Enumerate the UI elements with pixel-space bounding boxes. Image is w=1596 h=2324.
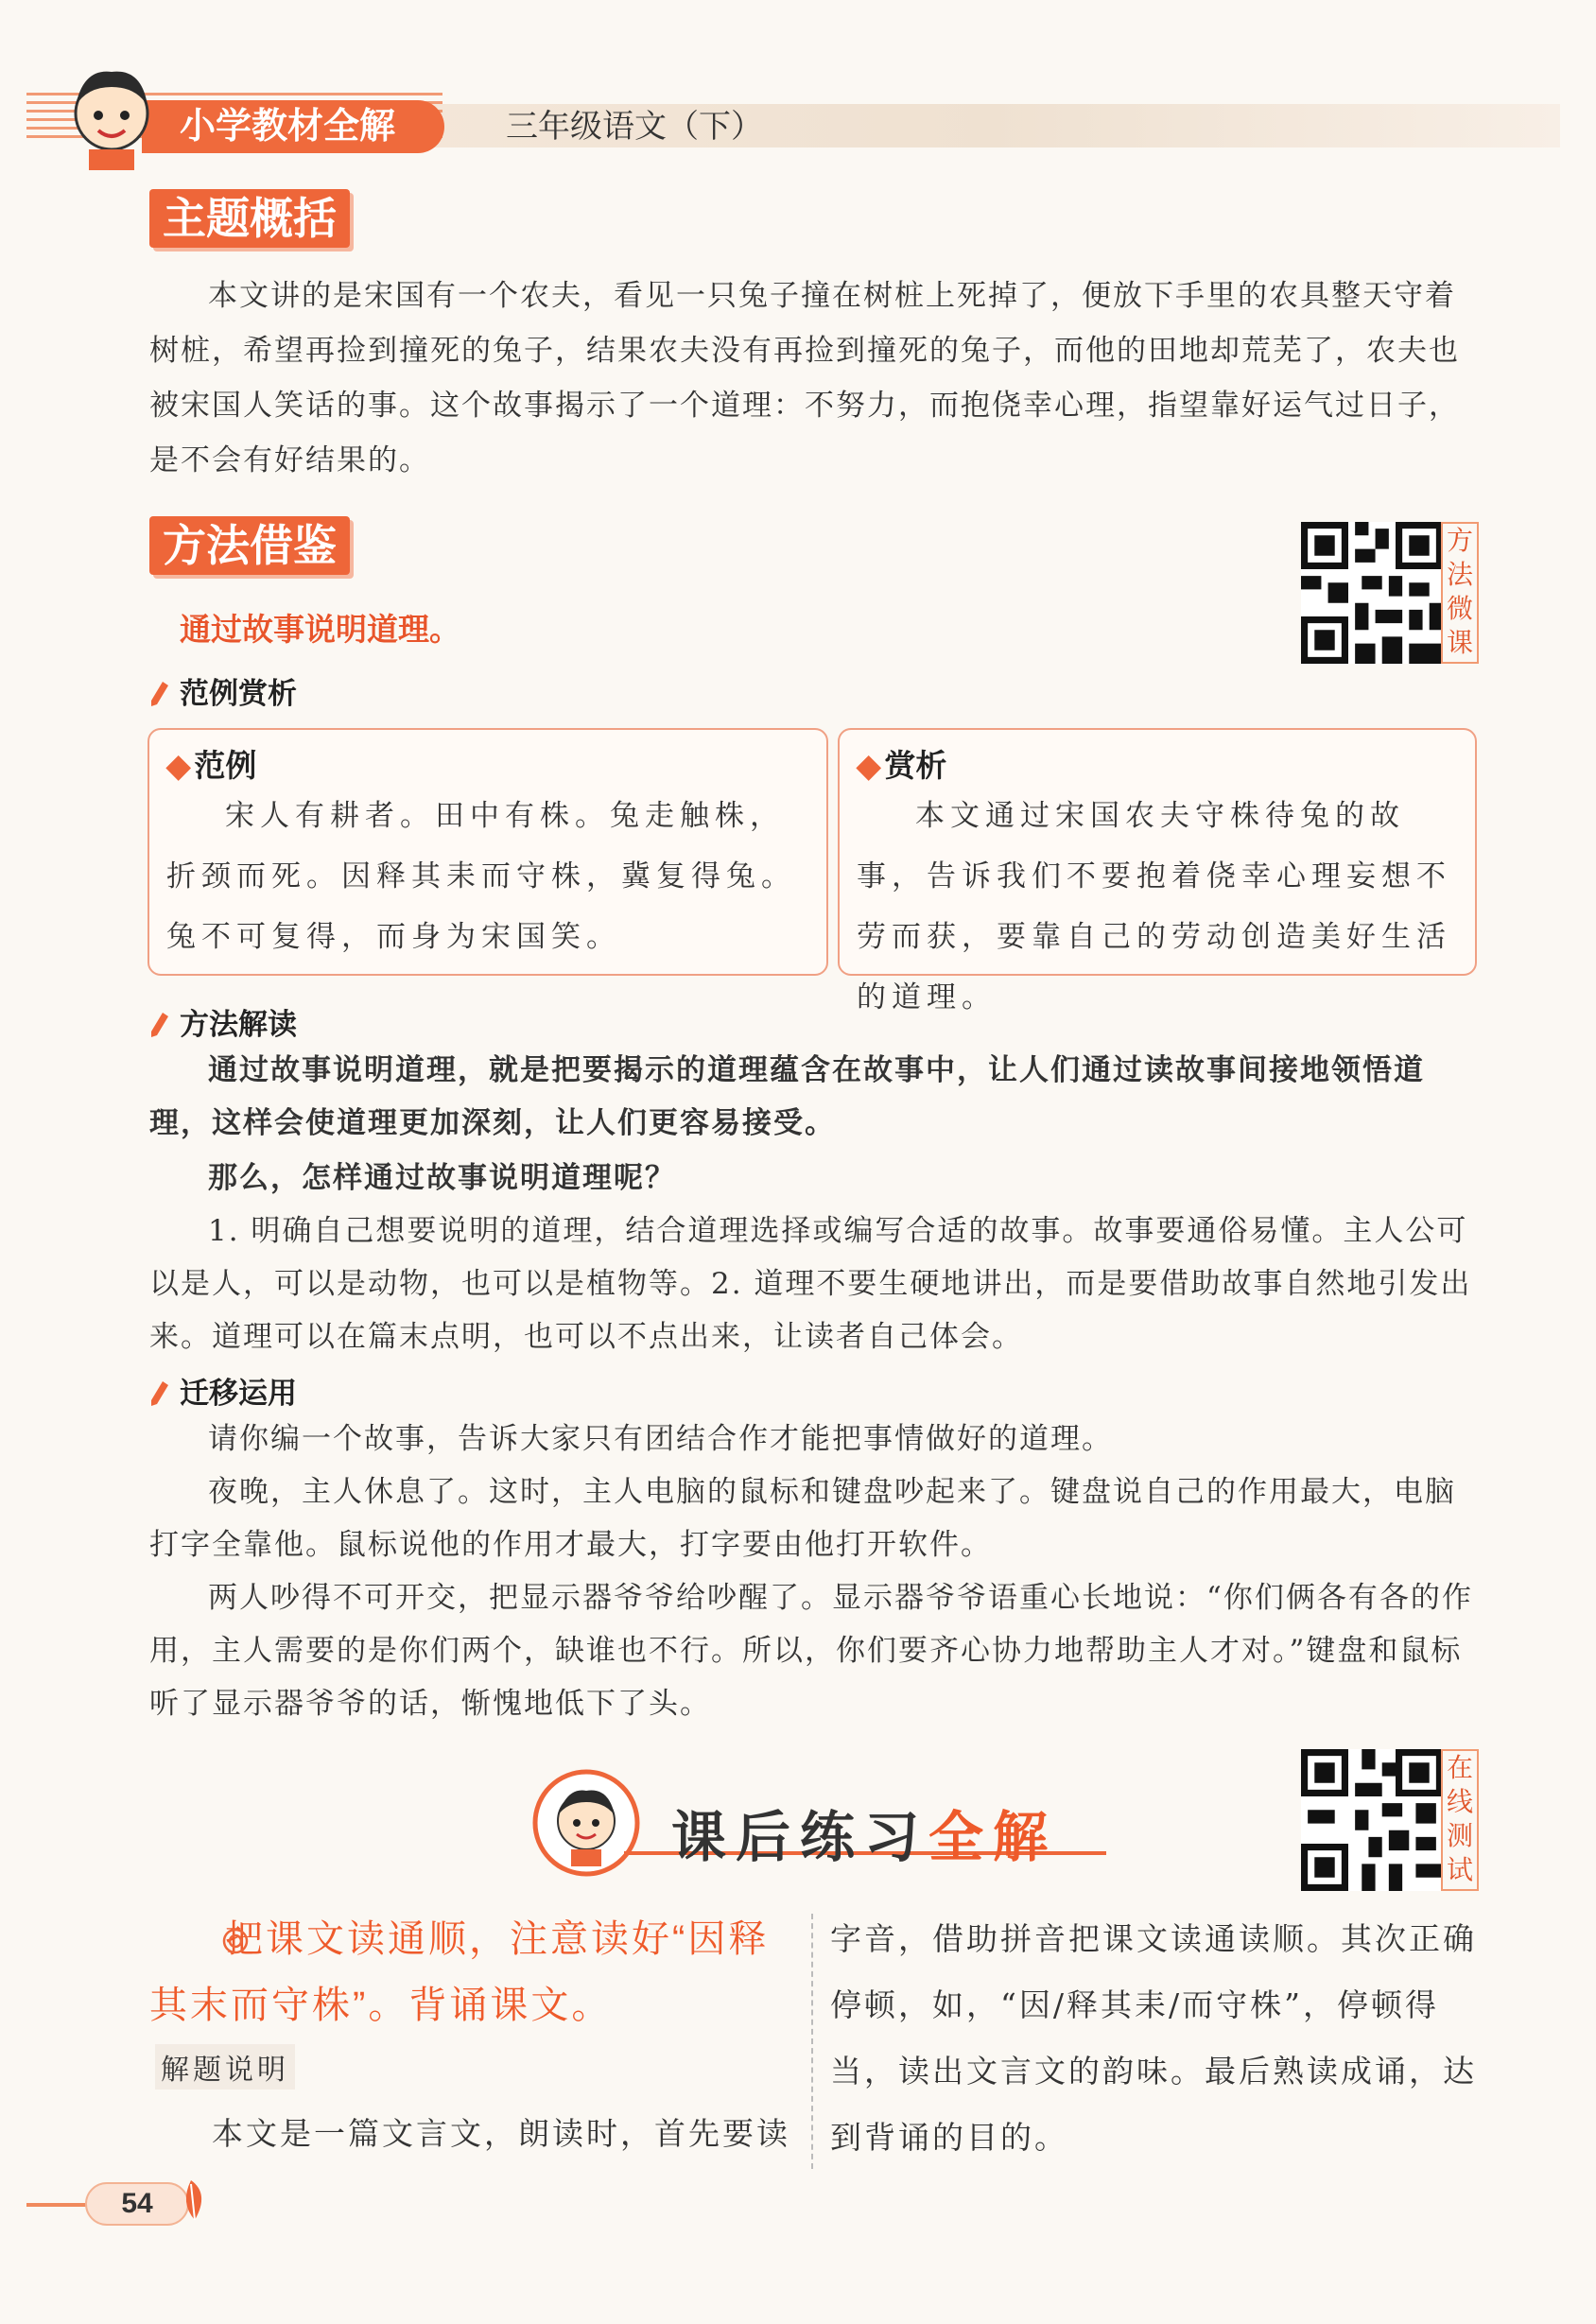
transfer-story-1: 夜晚，主人休息了。这时，主人电脑的鼠标和键盘吵起来了。键盘说自己的作用最大，电脑打字全靠他。鼠标说他的作用才最大，打字要由他打开软件。 (149, 1475, 1456, 1562)
pencil-icon (149, 1381, 168, 1406)
qr-code-icon (1301, 522, 1443, 664)
reading-bold-text: 通过故事说明道理，就是把要揭示的道理蕴含在故事中，让人们通过读故事间接地领悟道理，这样会使道理更加深刻，让人们更容易接受。 (149, 1053, 1425, 1139)
example-box (147, 728, 828, 976)
reading-heading: 方法解读 (149, 1000, 297, 1043)
example-box-title: ◆ 范例 (166, 748, 257, 783)
qr-label-method: 方 法 微 课 (1441, 522, 1479, 664)
explain-left-text: 本文是一篇文言文，朗读时，首先要读 (212, 2115, 790, 2152)
pencil-icon (149, 682, 168, 706)
method-tag: 方法借鉴 (149, 516, 350, 575)
exercise-question: 把课文读通顺，注意读好“因释其末而守株”。背诵课文。 (149, 1918, 770, 2026)
transfer-story-2: 两人吵得不可开交，把显示器爷爷给吵醒了。显示器爷爷语重心长地说：“你们俩各有各的作用，主人需要的是你们两个，缺谁也不行。所以，你们要齐心协力地帮助主人才对。”键盘和鼠标听了显示器爷爷的话，惭愧地低下了头。 (149, 1581, 1473, 1721)
swirl-icon (221, 1927, 250, 1955)
analysis-box-text: 本文通过宋国农夫守株待兔的故事，告诉我们不要抱着侥幸心理妄想不劳而获，要靠自己的劳动创造美好生活的道理。 (857, 799, 1451, 1015)
example-heading: 范例赏析 (149, 669, 297, 712)
theme-tag: 主题概括 (149, 189, 350, 248)
transfer-prompt: 请你编一个故事，告诉大家只有团结合作才能把事情做好的道理。 (208, 1422, 1113, 1456)
header-book-title: 三年级语文（下） (506, 109, 763, 145)
mascot-badge-icon (529, 1766, 643, 1880)
analysis-box-title: ◆ 赏析 (857, 748, 947, 783)
reading-text: 1. 明确自己想要说明的道理，结合道理选择或编写合适的故事。故事要通俗易懂。主人公可以是人，可以是动物，也可以是植物等。2. 道理不要生硬地讲出，而是要借助故事自然地引发出来。道理可以在篇末点明，也可以不点出来，让读者自己体会。 (149, 1214, 1472, 1354)
qr-code-icon (1301, 1749, 1443, 1891)
mascot-boy-icon (55, 59, 168, 172)
exercise-title: 课后练习全解 (671, 1807, 1058, 1868)
qr-label-exercise: 在 线 测 试 (1441, 1749, 1479, 1891)
pencil-icon (149, 1013, 168, 1037)
theme-text: 本文讲的是宋国有一个农夫，看见一只兔子撞在树桩上死掉了，便放下手里的农具整天守着树桩，希望再捡到撞死的兔子，结果农夫没有再捡到撞死的兔子，而他的田地却荒芜了，农夫也被宋国人笑话的事。这个故事揭示了一个道理：不努力，而抱侥幸心理，指望靠好运气过日子，是不会有好结果的。 (149, 279, 1460, 477)
column-divider (811, 1914, 813, 2169)
leaf-icon (176, 2175, 214, 2222)
transfer-heading: 迁移运用 (149, 1369, 297, 1412)
header-brand: 小学教材全解 (142, 100, 444, 153)
reading-question: 那么，怎样通过故事说明道理呢？ (208, 1161, 676, 1194)
method-subtitle: 通过故事说明道理。 (180, 612, 460, 647)
analysis-box (838, 728, 1477, 1015)
example-box-text: 宋人有耕者。田中有株。兔走触株，折颈而死。因释其耒而守株，冀复得兔。兔不可复得，而身为宋国笑。 (166, 799, 796, 954)
explain-right-text: 字音，借助拼音把课文读通读顺。其次正确停顿，如，“因/释其耒/而守株”，停顿得当，读出文言文的韵味。最后熟读成诵，达到背诵的目的。 (830, 1920, 1477, 2156)
explain-heading: 解题说明 (155, 2044, 295, 2090)
page-number: 54 (85, 2182, 189, 2226)
